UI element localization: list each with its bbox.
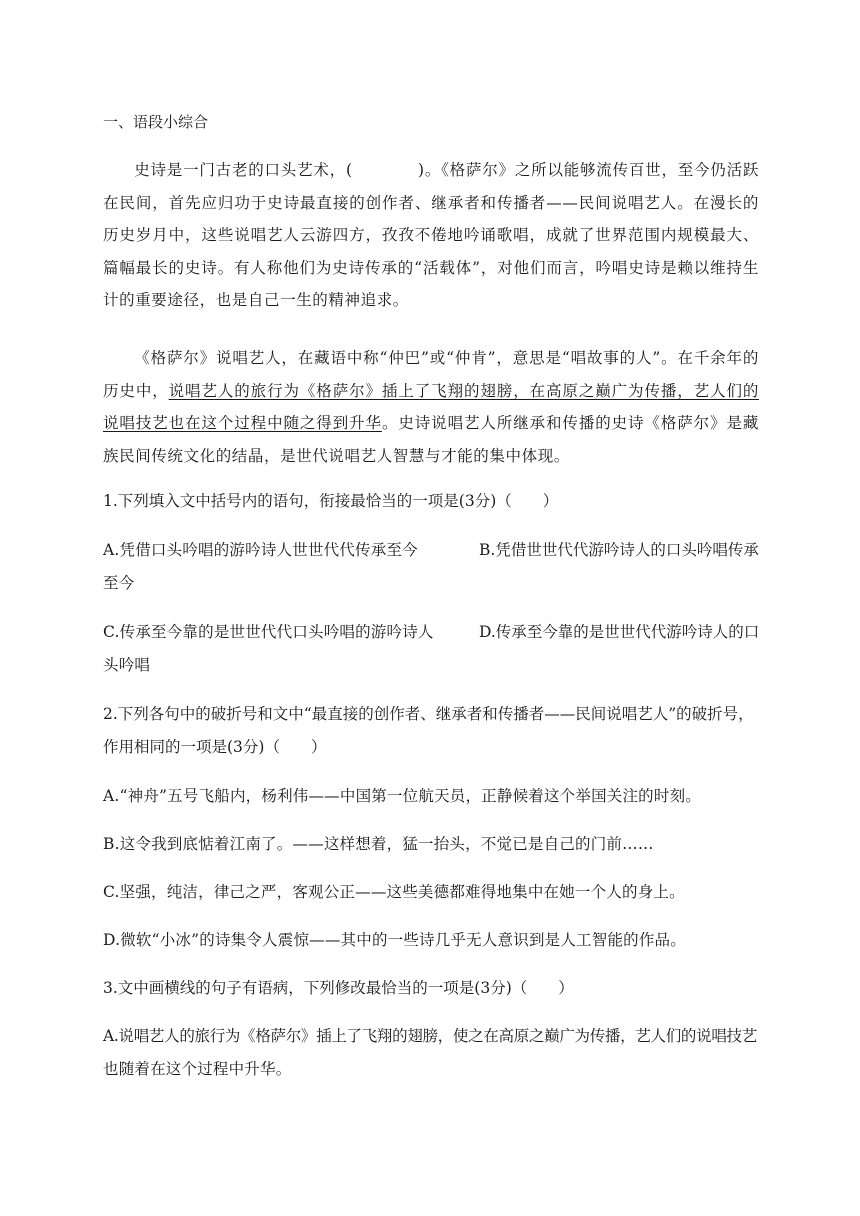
p2-before-underline: 《格萨尔》说唱艺人，在藏语中称“仲巴”或“仲肯”，意思是“唱故事的人”。在千余年的历史中， (103, 349, 759, 400)
q3-option-a-line2: 也随着在这个过程中升华。 (103, 1060, 292, 1078)
q2-option-c: C.坚强，纯洁，律己之严，客观公正——这些美德都难得地集中在她一个人的身上。 (103, 883, 685, 901)
q1-option-c: C.传承至今靠的是世世代代口头吟唱的游吟诗人 (103, 623, 434, 641)
q3-stem: 3.文中画横线的句子有语病，下列修改最恰当的一项是(3分)（ ） (103, 979, 574, 997)
q1-option-d-line1: D.传承至今靠的是世世代代游吟诗人的口 (479, 623, 760, 641)
q2-option-b: B.这令我到底惦着江南了。——这样想着，猛一抬头，不觉已是自己的门前…… (103, 835, 654, 853)
q1-stem: 1.下列填入文中括号内的语句，衔接最恰当的一项是(3分)（ ） (103, 492, 559, 510)
passage-paragraph-1 (103, 154, 759, 317)
q2-option-d: D.微软“小冰”的诗集令人震惊——其中的一些诗几乎无人意识到是人工智能的作品。 (103, 931, 686, 949)
q3-option-a-line1: A.说唱艺人的旅行为《格萨尔》插上了飞翔的翅膀，使之在高原之巅广为传播，艺人们的说唱技艺 (103, 1027, 757, 1045)
q2-option-a: A.“神舟”五号飞船内，杨利伟——中国第一位航天员，正静候着这个举国关注的时刻。 (103, 787, 701, 805)
p1-after-blank: )。《格萨尔》之所以能够流传百世，至今仍活跃在民间，首先应归功于史诗最直接的创作者、继承者和传播者——民间说唱艺人。在漫长的历史岁月中，这些说唱艺人云游四方，孜孜不倦地吟诵歌唱，成就了世界范围内规模最大、篇幅最长的史诗。有人称他们为史诗传承的“活载体”，对他们而言，吟唱史诗是赖以维持生计的重要途径，也是自己一生的精神追求。 (103, 161, 759, 309)
q1-option-b-line2: 至今 (103, 574, 135, 592)
q1-option-a: A.凭借口头吟唱的游吟诗人世世代代传承至今 (103, 541, 418, 559)
p1-blank (353, 161, 418, 179)
section-title: 一、语段小综合 (103, 113, 209, 131)
q1-option-b-line1: B.凭借世世代代游吟诗人的口头吟唱传承 (479, 541, 759, 559)
q2-stem-line1: 2.下列各句中的破折号和文中“最直接的创作者、继承者和传播者——民间说唱艺人”的破折号， (103, 705, 754, 723)
q1-option-d-line2: 头吟唱 (103, 656, 151, 674)
p2-underlined-sentence: 说唱艺人的旅行为《格萨尔》插上了飞翔的翅膀，在高原之巅广为传播，艺人们的说唱技艺也在这个过程中随之得到升华 (103, 381, 759, 432)
q2-stem-line2: 作用相同的一项是(3分)（ ） (103, 738, 327, 756)
p1-before-blank: 史诗是一门古老的口头艺术，( (134, 161, 353, 179)
p2-after-underline: 。史诗说唱艺人所继承和传播的史诗《格萨尔》是藏族民间传统文化的结晶，是世代说唱艺人智慧与才能的集中体现。 (103, 414, 759, 465)
passage-paragraph-2 (103, 342, 759, 472)
